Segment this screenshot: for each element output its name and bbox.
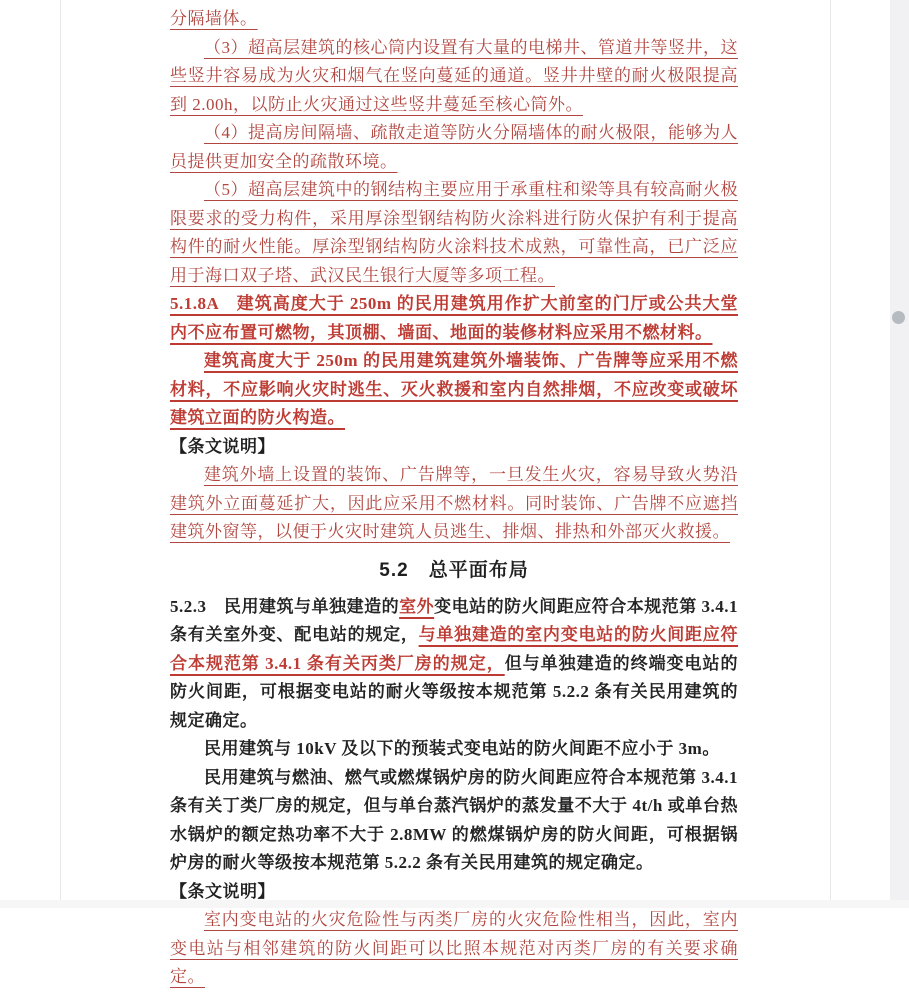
text-segment: 室内变电站的火灾危险性与丙类厂房的火灾危险性相当，因此，室内变电站与相邻建筑的防火间距可以比照本规范对丙类厂房的有关要求确定。: [170, 910, 738, 986]
text-segment: 【条文说明】: [170, 436, 275, 456]
text-segment: 建筑外墙上设置的装饰、广告牌等，一旦发生火灾，容易导致火势沿建筑外立面蔓延扩大，因此应采用不燃材料。同时装饰、广告牌不应遮挡建筑外窗等，以便于火灾时建筑人员逃生、排烟、排热和外部灭火救援。: [170, 465, 738, 541]
text-segment: （5）超高层建筑中的钢结构主要应用于承重柱和梁等具有较高耐火极限要求的受力构件，采用厚涂型钢结构防火涂料进行防火保护有利于提高构件的耐火性能。厚涂型钢结构防火涂料技术成熟，可靠性高，已广泛应用于海口双子塔、武汉民生银行大厦等多项工程。: [170, 180, 738, 285]
text-segment: 【条文说明】: [170, 881, 275, 901]
paragraph: [170, 906, 738, 992]
text-segment: 但与单独建造的终端变电站的防火间距，可根据变电站的耐火等级按本规范第 5.2.2 条有关民用建筑的规定确定。: [170, 653, 739, 730]
page-content: [170, 5, 738, 992]
text-segment: 分隔墙体。: [170, 9, 258, 28]
text-segment: 变电站的防火间距应符合本规范第 3.4.1 条有关室外变、配电站的规定，: [170, 596, 739, 644]
text-segment: 民用建筑与燃油、燃气或燃煤锅炉房的防火间距应符合本规范第 3.4.1 条有关丁类厂房的规定，但与单台蒸汽锅炉的蒸发量不大于 4t/h 或单台热水锅炉的额定热功率不大于 2.8MW 的燃煤锅炉房的防火间距，可根据锅炉房的耐火等级按本规范第 5.2.2 条有关民用建筑的规定确定。: [170, 767, 738, 872]
clause-paragraph: [170, 290, 738, 347]
clause-paragraph: [170, 735, 738, 764]
text-segment: 民用建筑与 10kV 及以下的预装式变电站的防火间距不应小于 3m。: [204, 739, 720, 758]
text-segment: 5.2.3 民用建筑与单独建造的: [170, 596, 400, 616]
scroll-indicator-dot[interactable]: [892, 311, 905, 324]
paragraph: [170, 5, 738, 34]
section-heading: 5.2 总平面布局: [379, 559, 529, 581]
document-page: [60, 0, 831, 986]
scrollbar-track[interactable]: [890, 0, 909, 908]
paragraph: [170, 119, 738, 176]
commentary-label: [170, 433, 738, 462]
paragraph: [170, 461, 738, 547]
text-segment: （4）提高房间隔墙、疏散走道等防火分隔墙体的耐火极限，能够为人员提供更加安全的疏散环境。: [170, 123, 738, 171]
text-segment: 建筑高度大于 250m 的民用建筑建筑外墙装饰、广告牌等应采用不燃材料，不应影响火灾时逃生、灭火救援和室内自然排烟，不应改变或破坏建筑立面的防火构造。: [170, 351, 738, 427]
text-segment: 5.1.8A 建筑高度大于 250m 的民用建筑用作扩大前室的门厅或公共大堂内不应布置可燃物，其顶棚、墙面、地面的装修材料应采用不燃材料。: [170, 294, 738, 342]
text-segment: （3）超高层建筑的核心筒内设置有大量的电梯井、管道井等竖井，这些竖井容易成为火灾和烟气在竖向蔓延的通道。竖井井壁的耐火极限提高到 2.00h，以防止火灾通过这些竖井蔓延至核心筒外。: [170, 37, 738, 114]
clause-paragraph: [170, 593, 738, 736]
clause-paragraph: [170, 764, 738, 878]
text-segment: 室外: [399, 596, 435, 616]
page-bottom-edge: [0, 900, 909, 908]
paragraph: [170, 34, 738, 120]
text-segment: 与单独建造的室内变电站的防火间距应符合本规范第 3.4.1 条有关丙类厂房的规定，: [170, 625, 739, 673]
clause-paragraph: [170, 347, 738, 433]
paragraph: [170, 176, 738, 290]
